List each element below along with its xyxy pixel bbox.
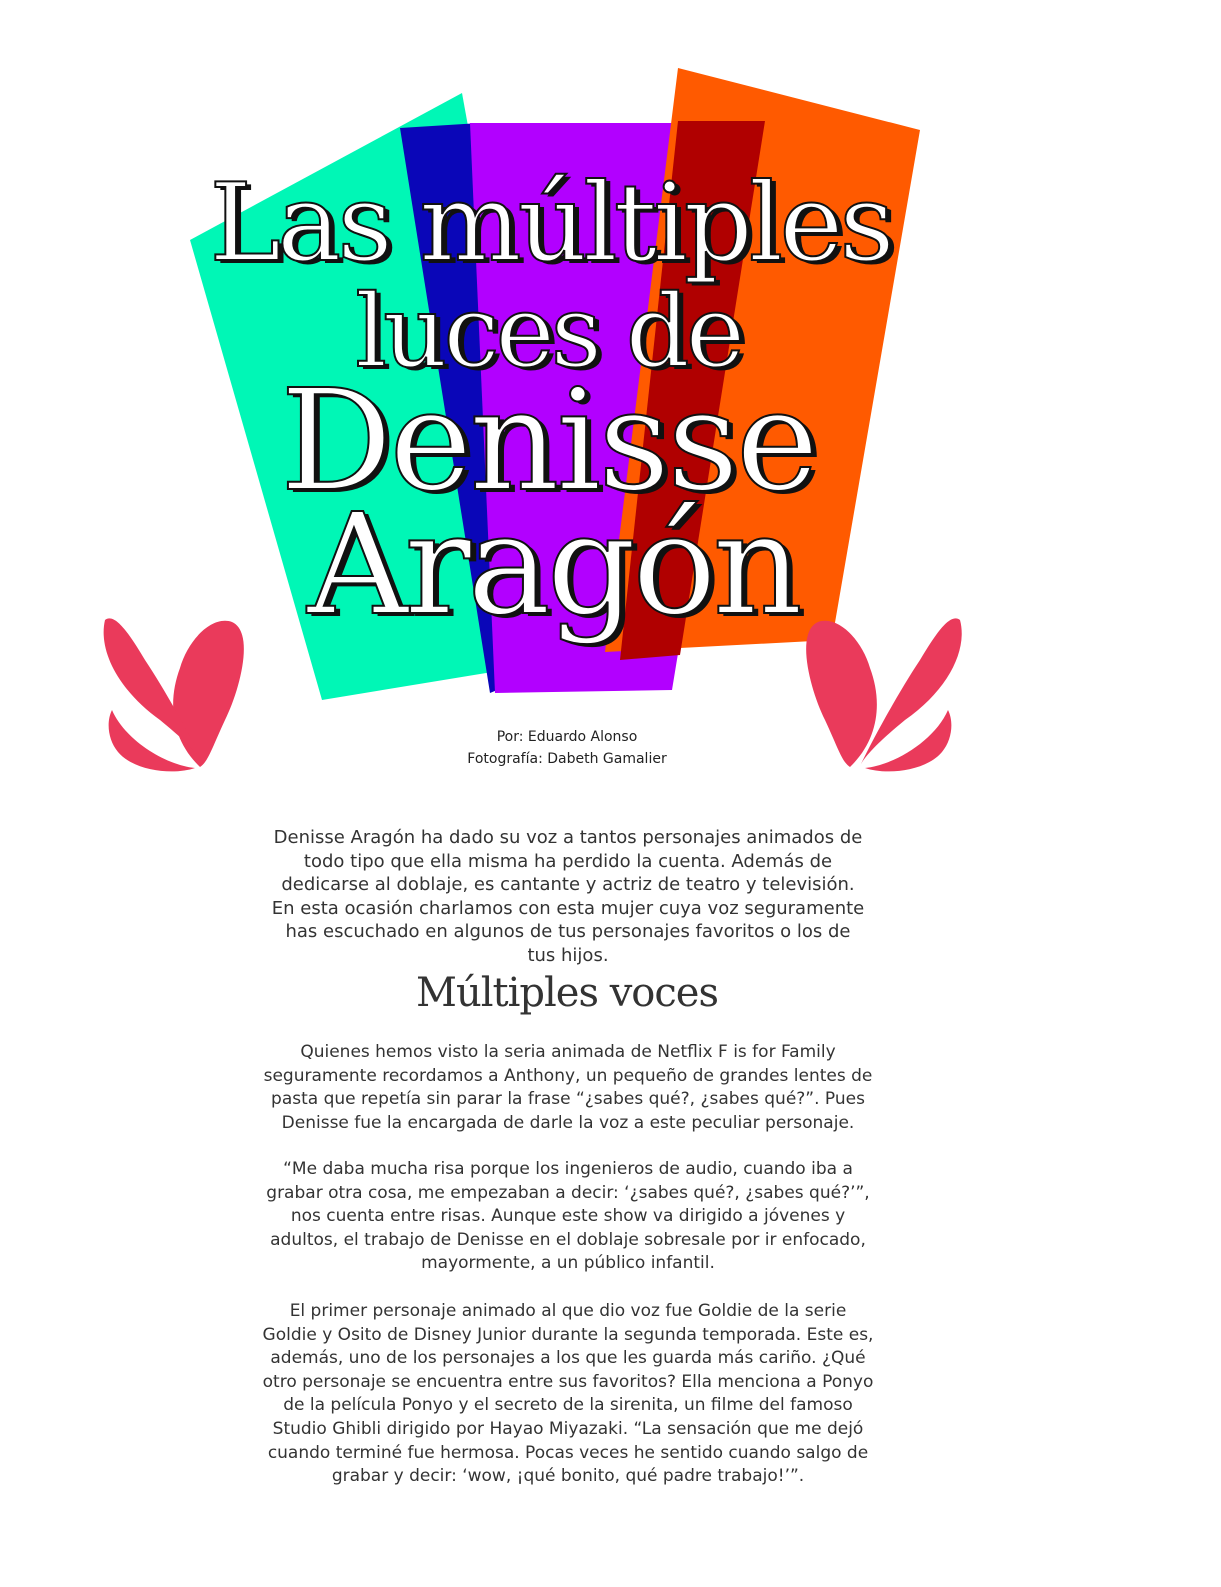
section-heading: Múltiples voces xyxy=(416,970,718,1016)
intro-paragraph: Denisse Aragón ha dado su voz a tantos personajes animados de todo tipo que ella misma ha perdido la cuenta. Además de dedicarse al doblaje, es cantante y actriz de teatro y televisión. En esta ocasión charlamos con esta mujer cuya voz seguramente has escuchado en algunos de tus personajes favoritos o los de tus hijos. xyxy=(271,827,865,966)
right-splash-big-drop xyxy=(806,621,877,767)
body-paragraph-2: “Me daba mucha risa porque los ingenieros de audio, cuando iba a grabar otra cosa, me empezaban a decir: ‘¿sabes qué?, ¿sabes qué?’”, nos cuenta entre risas. Aunque este show va dirigido a jóvenes y adultos, el trabajo de Denisse en el doblaje sobresale por ir enfocado, mayormente, a un público infantil. xyxy=(266,1159,870,1274)
body-paragraph-3: El primer personaje animado al que dio voz fue Goldie de la serie Goldie y Osito de Disney Junior durante la segunda temporada. Este es, además, uno de los personajes a los que les guarda más cariño. ¿Qué otro personaje se encuentra entre sus favoritos? Ella menciona a Ponyo de la película Ponyo y el secreto de la sirenita, un filme del famoso Studio Ghibli dirigido por Hayao Miyazaki. “La sensación que me dejó cuando terminé fue hermosa. Pocas veces he sentido cuando salgo de grabar y decir: ‘wow, ¡qué bonito, qué padre trabajo!’”. xyxy=(262,1301,874,1487)
left-splash-icon xyxy=(104,618,244,771)
body-paragraph-1: Quienes hemos visto la seria animada de Netflix F is for Family seguramente recordamos a Anthony, un pequeño de grandes lentes de pasta que repetía sin parar la frase “¿sabes qué?, ¿sabes qué?”. Pues Denisse fue la encargada de darle la voz a este peculiar personaje. xyxy=(263,1042,873,1133)
title-line-4: Aragón xyxy=(307,484,799,647)
title-line-3: Denisse xyxy=(280,360,816,523)
title-line-2: luces de xyxy=(355,273,741,390)
author-credit: Por: Eduardo Alonso xyxy=(496,729,638,745)
right-splash-icon xyxy=(806,618,962,771)
left-splash-big-drop xyxy=(173,621,244,767)
title-line-1: Las múltiples xyxy=(209,161,891,286)
photo-credit: Fotografía: Dabeth Gamalier xyxy=(467,751,667,767)
